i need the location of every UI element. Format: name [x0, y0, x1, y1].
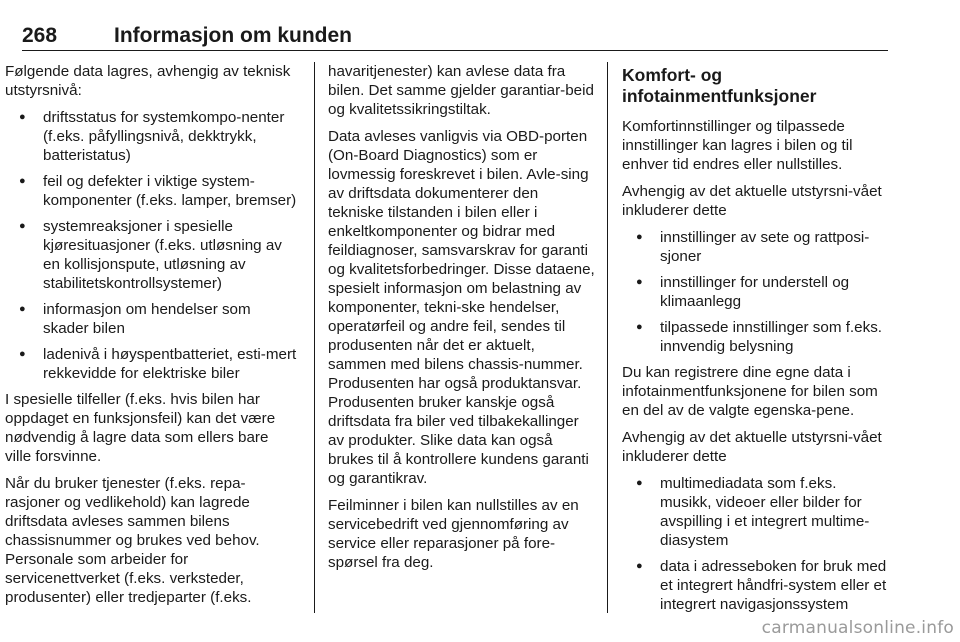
paragraph: Du kan registrere dine egne data i infotainmentfunksjonene for bilen som en del av de valgte egenska-pene.	[622, 364, 878, 419]
column-divider-2	[607, 62, 608, 613]
paragraph: Avhengig av det aktuelle utstyrsni-vået inkluderer dette	[622, 183, 882, 219]
page-number: 268	[22, 24, 58, 47]
list-item: ● data i adresseboken for bruk med et integrert håndfri-system eller et integrert navigasjonssystem	[622, 557, 890, 614]
list-item: ● tilpassede innstillinger som f.eks. innvendig belysning	[622, 318, 890, 356]
list-item: ● feil og defekter i viktige system-komponenter (f.eks. lamper, bremser)	[5, 172, 298, 210]
paragraph: Avhengig av det aktuelle utstyrsni-vået inkluderer dette	[622, 429, 882, 465]
page-header	[22, 20, 888, 51]
paragraph: Komfortinnstillinger og tilpassede innstillinger kan lagres i bilen og til enhver tid endres eller nullstilles.	[622, 118, 853, 173]
page-title: Informasjon om kunden	[114, 24, 353, 47]
bullet-list	[622, 228, 890, 356]
bullet-list	[622, 474, 890, 614]
paragraph: Data avleses vanligvis via OBD-porten (On-Board Diagnostics) som er lovmessig foreskrevet i bilen. Avle-sing av driftsdata dokumenterer den tekniske tilstanden i bilen eller i enkeltkomponenter og bidrar med feildiagnoser, samsvarskrav for garanti og kvalitetsforbedringer. Disse dataene, spesielt informasjon om belastning av komponenter, tekni-ske hendelser, operatørfeil og andre feil, sendes til produsenten når det er aktuelt, sammen med bilens chassis-nummer. Produsenten har også produktansvar. Produsenten bruker kanskje også driftsdata fra biler ved tilbakekallinger av produkter. Slike data kan også brukes til å kontrollere kundens garanti og garantikrav.	[328, 128, 595, 487]
list-item: ● innstillinger for understell og klimaanlegg	[622, 273, 890, 311]
watermark: carmanualsonline.info	[761, 618, 954, 638]
list-item: ● systemreaksjoner i spesielle kjøresituasjoner (f.eks. utløsning av en kollisjonspute, utløsning av stabilitetskontrollsystemer)	[5, 217, 298, 293]
paragraph: havaritjenester) kan avlese data fra bilen. Det samme gjelder garantiar-beid og kvalitetssikringstiltak.	[328, 63, 594, 118]
list-item: ● ladenivå i høyspentbatteriet, esti-mert rekkevidde for elektriske biler	[5, 345, 298, 383]
paragraph: Når du bruker tjenester (f.eks. repa-rasjoner og vedlikehold) kan lagrede driftsdata avleses sammen bilens chassisnummer og brukes ved behov. Personale som arbeider for servicenettverket (f.eks. verksteder, produsenter) eller tredjeparter (f.eks.	[5, 475, 260, 606]
paragraph: I spesielle tilfeller (f.eks. hvis bilen har oppdaget en funksjonsfeil) kan det være nødvendig å lagre data som ellers bare ville forsvinne.	[5, 391, 276, 465]
bullet-list	[5, 108, 298, 383]
column-1	[5, 62, 298, 615]
list-item: ● multimediadata som f.eks. musikk, videoer eller bilder for avspilling i et integrert multime-diasystem	[622, 474, 890, 550]
paragraph: Feilminner i bilen kan nullstilles av en servicebedrift ved gjennomføring av service eller reparasjoner på fore-spørsel fra deg.	[328, 497, 579, 571]
column-3	[622, 62, 890, 621]
section-heading: Komfort- og infotainmentfunksjoner	[622, 65, 817, 106]
list-item: ● informasjon om hendelser som skader bilen	[5, 300, 298, 338]
list-item: ● innstillinger av sete og rattposi-sjoner	[622, 228, 890, 266]
column-divider-1	[314, 62, 315, 613]
paragraph: Følgende data lagres, avhengig av teknisk utstyrsnivå:	[5, 63, 291, 99]
column-2	[328, 62, 596, 580]
list-item: ● driftsstatus for systemkompo-nenter (f.eks. påfyllingsnivå, dekktrykk, batteristatus)	[5, 108, 298, 165]
